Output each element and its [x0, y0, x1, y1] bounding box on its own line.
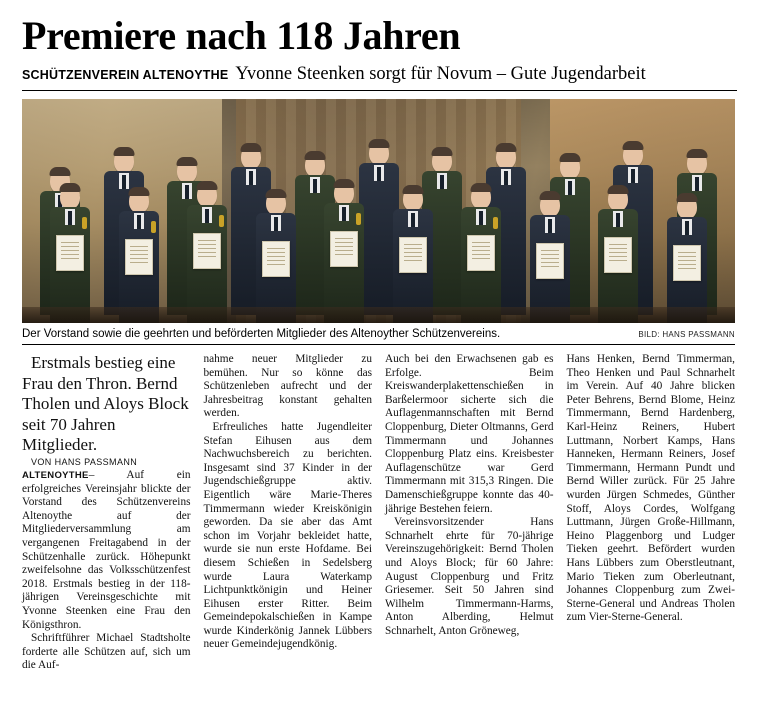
article-column-1 [22, 353, 191, 673]
paragraph [22, 469, 191, 632]
article-lead: Erstmals bestieg eine Frau den Thron. Bernd Tholen und Aloys Block seit 70 Jahren Mitglieder. [22, 353, 189, 454]
kicker-row [22, 64, 737, 91]
photo-person-front [379, 173, 448, 323]
article-columns [22, 353, 735, 673]
article-column-3 [385, 353, 554, 673]
photo-person-front [653, 173, 722, 323]
article-photo [22, 99, 735, 323]
page-title: Premiere nach 118 Jahren [22, 13, 461, 58]
article-column-4 [567, 353, 736, 673]
photo-caption-row [22, 326, 735, 345]
photo-person-front [584, 173, 653, 323]
photo-front-row [22, 173, 735, 323]
paragraph: Hans Henken, Bernd Timmerman, Theo Henken und Paul Schnarhelt im Verein. Auf 40 Jahre blicken Peter Behrens, Bernd Blome, Heinz Timmermann, Bernd Hardenberg, Karl-Heinz Reiners, Hubert Luttmann, Norbert Kamps, Hans Hanneken, Hermann Reiners, Josef Timmermann, Hermann Pundt und Bernd Willer zurück. Für 25 Jahre wurden Jürgen Schmedes, Günther Stoff, Aloys Cordes, Wolfgang Luttmann, Jürgen Große-Hillmann, Heino Plaggenborg und Ludger Tieken geehrt. Befördert wurden Hans Lübbers zum Oberstleutnant, Mario Tieken zum Oberleutnant, Johannes Cloppenburg zum Zwei-Sterne-General und Andreas Tholen zum Vier-Sterne-General. [566, 353, 735, 624]
paragraph: Auch bei den Erwachsenen gab es Erfolge. Beim Kreiswanderplakettenschießen in Barßelermoor sicherte sich die Auflagenmannschaften mit Bernd Cloppenburg, Dieter Oltmanns, Gerd Timmermann und Johannes Cloppenburg Platz eins. Kreisbester Auflagenschütze war Gerd Timmermann mit 315,3 Ringen. Die Damenschießgruppe konnte das 40-jährige Bestehen feiern. [385, 353, 554, 515]
photo-credit: BILD: HANS PASSMANN [638, 330, 735, 339]
photo-person-front [516, 173, 585, 323]
photo-person-front [242, 173, 311, 323]
paragraph: Erfreuliches hatte Jugendleiter Stefan Eihusen aus dem Nachwuchsbereich zu berichten. Insgesamt sind 37 Kinder in der Jugendschießgruppe aktiv. Eigentlich wäre Marie-Theres Timmermann wieder Kreiskönigin geworden. Da sie aber das Amt schon im Vorjahr bekleidet hatte, wurde sie nun erste Hofdame. Bei diesem Schießen in Sedelsberg wurde Laura Waterkamp Lichtpunktkönigin und Heiner Eihusen erster Ritter. Beim Gemeindepokalschießen in Kampe wurde Kinderkönig Jannek Lübbers neuer Gemeindejugendkönig. [203, 420, 372, 651]
paragraph: Vereinsvorsitzender Hans Schnarhelt ehrte für 70-jährige Vereinszugehörigkeit: Bernd Tholen und Aloys Block; für 60 Jahre: August Cloppenburg und Fritz Griesemer. Seit 50 Jahren sind Wilhelm Timmermann-Harms, Anton Alberding, Helmut Schnarhelt, Anton Gröneweg, [385, 516, 554, 637]
photo-person-front [447, 173, 516, 323]
article-column-2 [204, 353, 373, 673]
photo-person-front [310, 173, 379, 323]
photo-person-front [36, 173, 105, 323]
placeline: ALTENOYTHE [22, 470, 89, 482]
section-kicker: SCHÜTZENVEREIN ALTENOYTHE [22, 68, 229, 82]
article-byline: VON HANS PASSMANN [31, 456, 138, 467]
photo-person-front [105, 173, 174, 323]
photo-person-front [173, 173, 242, 323]
paragraph: Schriftführer Michael Stadtsholte forderte alle Schützen auf, sich um die Auf- [22, 632, 191, 672]
photo-background [22, 99, 735, 323]
photo-floor [22, 307, 735, 323]
photo-caption: Der Vorstand sowie die geehrten und beförderten Mitglieder des Altenoyther Schützenvereins. [22, 328, 501, 340]
paragraph: nahme neuer Mitglieder zu bemühen. Nur so könne das Schützenleben aufrecht und der Jahresbeitrag konstant gehalten werden. [203, 353, 372, 420]
sub-headline: Yvonne Steenken sorgt für Novum – Gute Jugendarbeit [235, 64, 646, 84]
paragraph-text: – Auf ein erfolgreiches Vereinsjahr blickte der Vorstand des Schützenvereins Altenoythe auf der Mitgliederversammlung am vergangenen Freitagabend in der Schützenhalle zurück. Höhepunkt zweifelsohne das Volksschützenfest 2018. Erstmals bestieg in der 118-jährigen Vereinsgeschichte mit Yvonne Steenken eine Frau den Königsthron. [22, 469, 191, 631]
